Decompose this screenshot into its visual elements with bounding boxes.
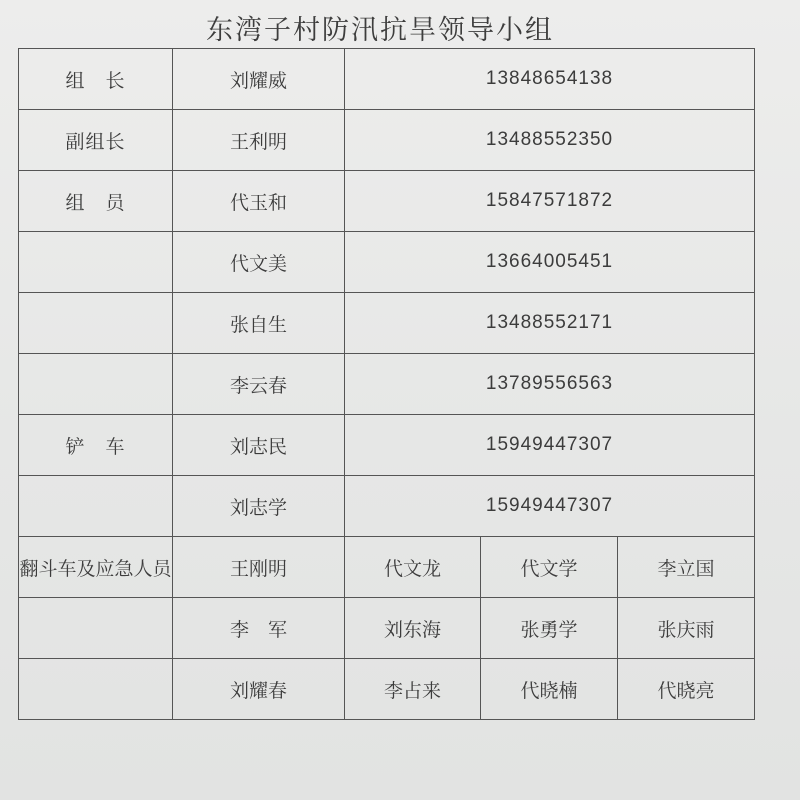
leadership-table	[18, 48, 755, 720]
name-cell: 刘志民	[173, 415, 345, 476]
name-cell: 刘东海	[345, 598, 481, 659]
phone-cell: 13488552171	[345, 293, 755, 354]
name-cell: 李云春	[173, 354, 345, 415]
phone-cell: 15949447307	[345, 476, 755, 537]
phone-cell: 13789556563	[345, 354, 755, 415]
name-cell: 刘耀威	[173, 49, 345, 110]
name-cell: 代晓亮	[618, 659, 755, 720]
table-row	[19, 232, 755, 293]
name-cell: 李 军	[173, 598, 345, 659]
name-cell: 代晓楠	[481, 659, 618, 720]
name-cell: 李立国	[618, 537, 755, 598]
role-cell: 组 员	[19, 171, 173, 232]
name-cell: 王刚明	[173, 537, 345, 598]
table-row	[19, 537, 755, 598]
phone-cell: 15847571872	[345, 171, 755, 232]
table-row	[19, 110, 755, 171]
table-row	[19, 171, 755, 232]
name-cell: 王利明	[173, 110, 345, 171]
role-cell	[19, 476, 173, 537]
table-row	[19, 598, 755, 659]
name-cell: 刘耀春	[173, 659, 345, 720]
name-cell: 代文龙	[345, 537, 481, 598]
phone-cell: 13848654138	[345, 49, 755, 110]
name-cell: 刘志学	[173, 476, 345, 537]
role-cell	[19, 598, 173, 659]
phone-cell: 13664005451	[345, 232, 755, 293]
table-row	[19, 659, 755, 720]
name-cell: 张自生	[173, 293, 345, 354]
document-title: 东湾子村防汛抗旱领导小组	[206, 15, 554, 46]
role-cell	[19, 293, 173, 354]
role-cell: 副组长	[19, 110, 173, 171]
table-row	[19, 354, 755, 415]
role-cell	[19, 354, 173, 415]
table-row	[19, 415, 755, 476]
name-cell: 代玉和	[173, 171, 345, 232]
role-cell: 翻斗车及应急人员	[19, 537, 173, 598]
role-cell: 铲 车	[19, 415, 173, 476]
name-cell: 张勇学	[481, 598, 618, 659]
phone-cell: 13488552350	[345, 110, 755, 171]
table-row	[19, 49, 755, 110]
name-cell: 代文美	[173, 232, 345, 293]
name-cell: 张庆雨	[618, 598, 755, 659]
name-cell: 李占来	[345, 659, 481, 720]
name-cell: 代文学	[481, 537, 618, 598]
phone-cell: 15949447307	[345, 415, 755, 476]
role-cell: 组 长	[19, 49, 173, 110]
table-row	[19, 476, 755, 537]
role-cell	[19, 232, 173, 293]
table-row	[19, 293, 755, 354]
role-cell	[19, 659, 173, 720]
